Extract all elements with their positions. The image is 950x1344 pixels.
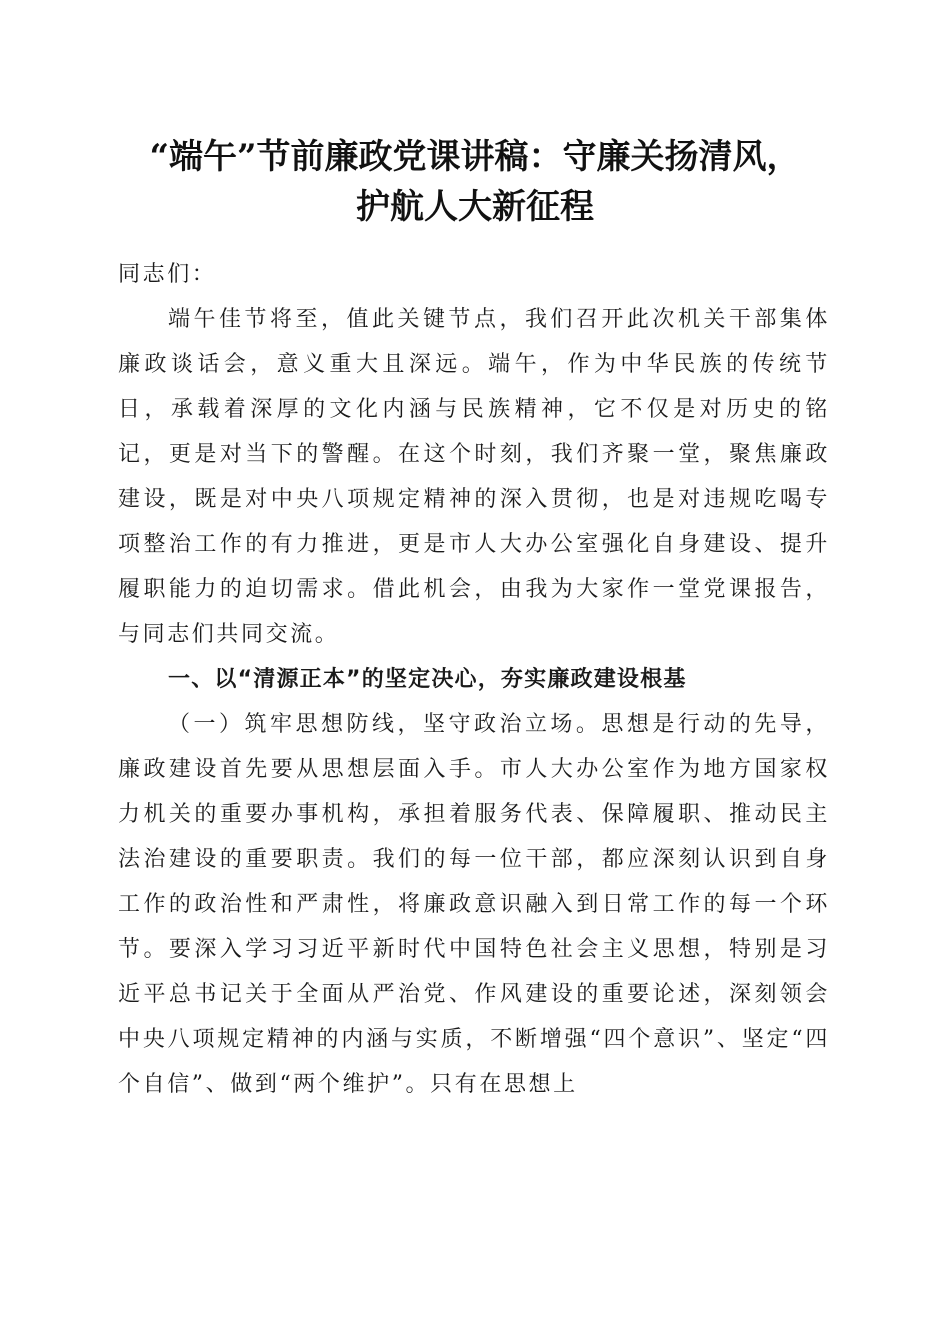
salutation: 同志们： (118, 262, 217, 287)
paragraph-intro: 端午佳节将至，值此关键节点，我们召开此次机关干部集体廉政谈话会，意义重大且深远。端午，作为中华民族的传统节日，承载着深厚的文化内涵与民族精神，它不仅是对历史的铭记，更是对当下的警醒。在这个时刻，我们齐聚一堂，聚焦廉政建设，既是对中央八项规定精神的深入贯彻，也是对违规吃喝专项整治工作的有力推进，更是市人大办公室强化自身建设、提升履职能力的迫切需求。借此机会，由我为大家作一堂党课报告，与同志们共同交流。 (118, 307, 830, 647)
section-heading-1: 一、以“清源正本”的坚定决心，夯实廉政建设根基 (168, 667, 687, 692)
title-line-2: 护航人大新征程 (356, 187, 594, 227)
document-body (118, 252, 830, 1107)
paragraph-section-1-1: （一）筑牢思想防线，坚守政治立场。思想是行动的先导，廉政建设首先要从思想层面入手。市人大办公室作为地方国家权力机关的重要办事机构，承担着服务代表、保障履职、推动民主法治建设的重要职责。我们的每一位干部，都应深刻认识到自身工作的政治性和严肃性，将廉政意识融入到日常工作的每一个环节。要深入学习习近平新时代中国特色社会主义思想，特别是习近平总书记关于全面从严治党、作风建设的重要论述，深刻领会中央八项规定精神的内涵与实质，不断增强“四个意识”、坚定“四个自信”、做到“两个维护”。只有在思想上 (118, 712, 830, 1097)
title-line-1: “端午”节前廉政党课讲稿：守廉关扬清风， (149, 137, 801, 177)
document-title (95, 132, 855, 232)
